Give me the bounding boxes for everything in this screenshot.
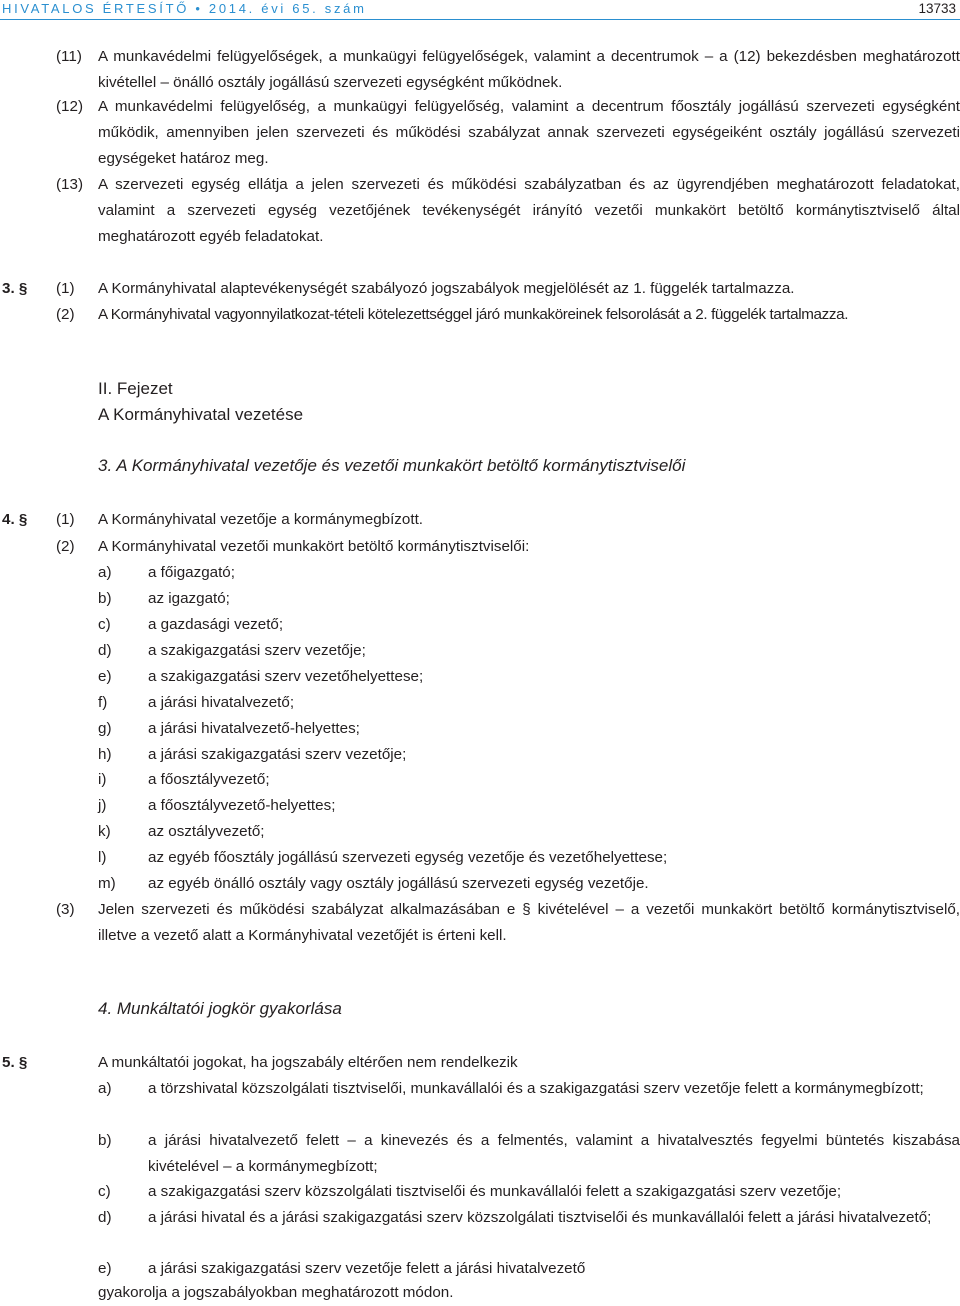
item-letter: c): [98, 616, 111, 633]
item-text: a járási hivatalvezető;: [148, 694, 295, 711]
item-letter: b): [98, 1132, 112, 1149]
section-5-closing: gyakorolja a jogszabályokban meghatározott módon.: [98, 1284, 454, 1301]
item-letter: e): [98, 668, 112, 685]
list-item: [98, 845, 960, 871]
page-number: 13733: [918, 1, 956, 16]
item-letter: k): [98, 823, 111, 840]
item-text: a járási szakigazgatási szerv vezetője;: [148, 746, 407, 763]
item-letter: j): [98, 797, 107, 814]
list-item: [98, 819, 960, 845]
list-item: [98, 716, 960, 742]
section-5-label: 5. §: [2, 1054, 28, 1071]
item-letter: a): [98, 1080, 112, 1097]
item-text: a gazdasági vezető;: [148, 616, 284, 633]
item-text: a járási hivatalvezető-helyettes;: [148, 720, 360, 737]
list-item: [98, 690, 960, 716]
paragraph-text: A Kormányhivatal vagyonnyilatkozat-tételi kötelezettséggel járó munkaköreinek felsorolását a 2. függelék tartalmazza.: [98, 306, 849, 323]
item-letter: d): [98, 642, 112, 659]
paragraph-number: (12): [56, 98, 84, 115]
list-item: [98, 793, 960, 819]
item-text: a szakigazgatási szerv vezetője;: [148, 642, 366, 659]
paragraph-text: A Kormányhivatal vezetői munkakört betöltő kormánytisztviselői:: [98, 538, 530, 555]
paragraph-number: (1): [56, 280, 75, 297]
section-4-paragraph-1: [56, 507, 960, 533]
list-item: [98, 767, 960, 793]
paragraph-number: (2): [56, 306, 75, 323]
list-item: [98, 638, 960, 664]
item-letter: f): [98, 694, 108, 711]
list-item: [98, 871, 960, 897]
chapter-number: II. Fejezet: [98, 379, 173, 398]
section-4-paragraph-2: [56, 534, 960, 560]
paragraph-number: (1): [56, 511, 75, 528]
section-5-intro: A munkáltatói jogokat, ha jogszabály eltérően nem rendelkezik: [98, 1054, 518, 1071]
item-letter: a): [98, 564, 112, 581]
paragraph-text: Jelen szervezeti és működési szabályzat alkalmazásában e § kivételével – a vezetői munkakört betöltő kormánytisztviselő, illetve a vezető alatt a Kormányhivatal vezetőjét is érteni kell.: [98, 901, 960, 944]
list-item: [98, 664, 960, 690]
section-3-paragraph-1: [56, 276, 960, 302]
paragraph-12: [56, 94, 960, 172]
item-text: a főosztályvezető;: [148, 771, 270, 788]
chapter-title: A Kormányhivatal vezetése: [98, 405, 304, 424]
list-item: [98, 560, 960, 586]
header-rule: [0, 19, 960, 20]
page-header: [0, 0, 960, 20]
item-text: a járási hivatalvezető felett – a kinevezés és a felmentés, valamint a hivatalvesztés fegyelmi büntetés kiszabása kivételével – a kormánymegbízott;: [148, 1132, 960, 1175]
paragraph-13: [56, 172, 960, 250]
list-item: [98, 1076, 960, 1102]
paragraph-number: (11): [56, 48, 82, 65]
list-item: [98, 742, 960, 768]
publication-title: HIVATALOS ÉRTESÍTŐ • 2014. évi 65. szám: [2, 1, 367, 16]
paragraph-text: A munkavédelmi felügyelőség, a munkaügyi felügyelőség, valamint a decentrum főosztály jogállású szervezeti egységként működik, amennyiben jelen szervezeti és működési szabályzat annak szervezeti egységeiként osztály jogállású szervezeti egységeket határoz meg.: [98, 98, 960, 167]
item-letter: l): [98, 849, 107, 866]
list-item: [98, 1205, 960, 1231]
item-letter: h): [98, 746, 112, 763]
item-text: az egyéb önálló osztály vagy osztály jogállású szervezeti egység vezetője.: [148, 875, 649, 892]
item-text: a járási szakigazgatási szerv vezetője felett a járási hivatalvezető: [148, 1260, 586, 1277]
item-text: a törzshivatal közszolgálati tisztviselői, munkavállalói és a szakigazgatási szerv vezetője felett a kormánymegbízott;: [148, 1080, 924, 1097]
list-item: [98, 586, 960, 612]
item-letter: c): [98, 1183, 111, 1200]
item-letter: d): [98, 1209, 112, 1226]
paragraph-number: (13): [56, 176, 84, 193]
item-text: a szakigazgatási szerv közszolgálati tisztviselői és munkavállalói felett a szakigazgatási szerv vezetője;: [148, 1183, 842, 1200]
item-text: a főigazgató;: [148, 564, 235, 581]
paragraph-text: A Kormányhivatal vezetője a kormánymegbízott.: [98, 511, 424, 528]
list-item: [98, 1179, 960, 1205]
item-letter: m): [98, 875, 116, 892]
paragraph-number: (3): [56, 901, 75, 918]
subsection-heading-3: 3. A Kormányhivatal vezetője és vezetői munkakört betöltő kormánytisztviselői: [98, 456, 686, 475]
item-text: az igazgató;: [148, 590, 230, 607]
item-letter: i): [98, 771, 107, 788]
list-item: [98, 1128, 960, 1180]
section-3-label: 3. §: [2, 280, 28, 297]
item-text: az osztályvezető;: [148, 823, 265, 840]
paragraph-11: [56, 44, 960, 96]
subsection-heading-4: 4. Munkáltatói jogkör gyakorlása: [98, 999, 342, 1018]
item-letter: e): [98, 1260, 112, 1277]
list-item: [98, 1256, 960, 1282]
section-4-paragraph-3: [56, 897, 960, 949]
item-text: a járási hivatal és a járási szakigazgatási szerv közszolgálati tisztviselői és munkavállalói felett a járási hivatalvezető;: [148, 1209, 932, 1226]
item-text: a szakigazgatási szerv vezetőhelyettese;: [148, 668, 424, 685]
paragraph-text: A szervezeti egység ellátja a jelen szervezeti és működési szabályzatban és az ügyrendjében meghatározott feladatokat, valamint a szervezeti egység vezetőjének tevékenységét irányító vezetői munkakört betöltő kormánytisztviselő által meghatározott egyéb feladatokat.: [98, 176, 960, 245]
item-text: az egyéb főosztály jogállású szervezeti egység vezetője és vezetőhelyettese;: [148, 849, 668, 866]
list-item: [98, 612, 960, 638]
paragraph-number: (2): [56, 538, 75, 555]
section-4-label: 4. §: [2, 511, 28, 528]
item-letter: b): [98, 590, 112, 607]
item-text: a főosztályvezető-helyettes;: [148, 797, 336, 814]
paragraph-text: A Kormányhivatal alaptevékenységét szabályozó jogszabályok megjelölését az 1. függelék tartalmazza.: [98, 280, 795, 297]
paragraph-text: A munkavédelmi felügyelőségek, a munkaügyi felügyelőségek, valamint a decentrumok – a (12) bekezdésben meghatározott kivétellel – önálló osztály jogállású szervezeti egységként működnek.: [98, 48, 960, 91]
item-letter: g): [98, 720, 112, 737]
section-3-paragraph-2: [56, 302, 960, 328]
